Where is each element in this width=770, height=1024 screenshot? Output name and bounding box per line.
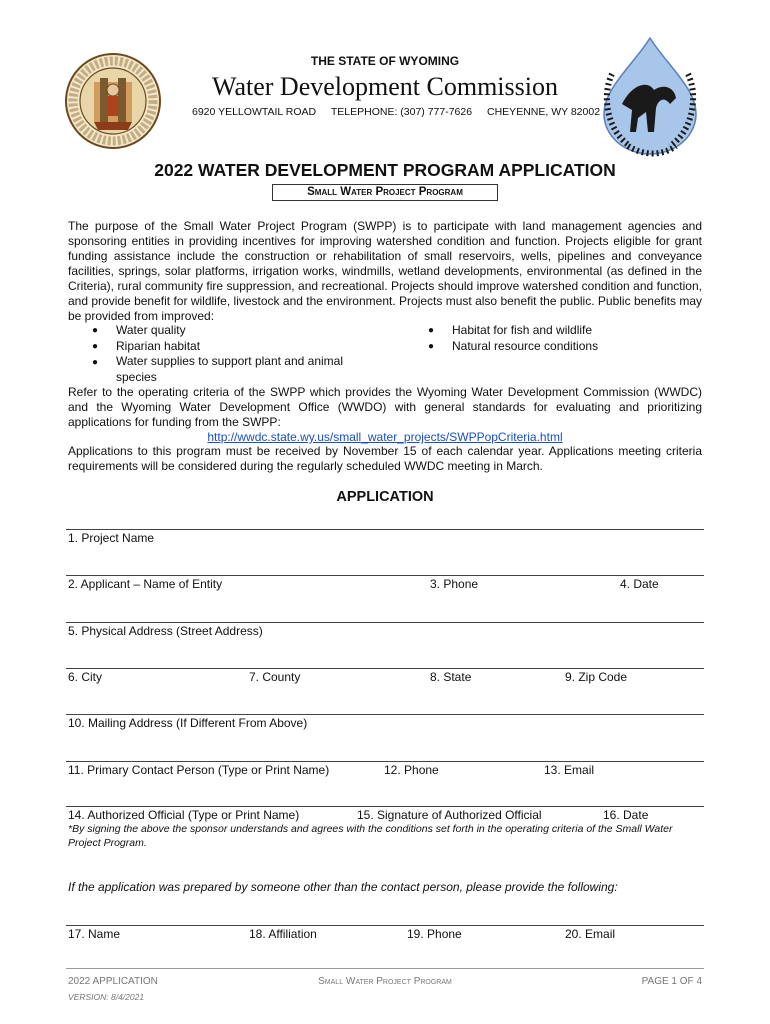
- city-field[interactable]: 6. City: [68, 670, 103, 684]
- zip-code-field[interactable]: 9. Zip Code: [565, 670, 628, 684]
- intro-paragraph: The purpose of the Small Water Project Program (SWPP) is to participate with land management agencies and sponsoring entities in providing incentives for improving watershed condition and function. Projects eligible for grant funding assistance include the construction or rehabilitation of small reservoirs, wells, pipelines and conveyance facilities, springs, solar platforms, irrigation works, windmills, wetland developments, environmental (as defined in the Criteria), rural community fire suppression, and recreational. Projects should improve watershed condition and function, and provide benefit for wildlife, livestock and the environment. Projects must also benefit the public. Public benefits may be provided from improved:: [68, 219, 702, 323]
- criteria-link[interactable]: http://wwdc.state.wy.us/small_water_projects/SWPPopCriteria.html: [207, 430, 563, 444]
- form-line: [66, 622, 704, 623]
- footer-center: Small Water Project Program: [318, 976, 452, 987]
- bullet-item: Water supplies to support plant and animal species: [116, 354, 344, 384]
- preparer-email-field[interactable]: 20. Email: [565, 927, 616, 941]
- bullet-item: Water quality: [116, 323, 186, 337]
- authorized-official-field[interactable]: 14. Authorized Official (Type or Print Name): [68, 808, 300, 822]
- form-line: [66, 575, 704, 576]
- city-state-zip: CHEYENNE, WY 82002: [487, 106, 601, 118]
- signing-note: *By signing the above the sponsor understands and agrees with the conditions set forth in the operating criteria of the Small Water Project Program.: [68, 823, 673, 849]
- prepared-by-note: If the application was prepared by someone other than the contact person, please provide the following:: [68, 880, 618, 894]
- contact-email-field[interactable]: 13. Email: [544, 763, 595, 777]
- signature-date-field[interactable]: 16. Date: [603, 808, 649, 822]
- preparer-affiliation-field[interactable]: 18. Affiliation: [249, 927, 317, 941]
- state-field[interactable]: 8. State: [430, 670, 472, 684]
- mailing-address-field[interactable]: 10. Mailing Address (If Different From Above): [68, 716, 308, 730]
- deadline-paragraph: Applications to this program must be received by November 15 of each calendar year. Applications meeting criteria requirements will be considered during the regularly scheduled WWDC meeting in March.: [68, 444, 702, 473]
- applicant-name-field[interactable]: 2. Applicant – Name of Entity: [68, 577, 223, 591]
- project-name-field[interactable]: 1. Project Name: [68, 531, 155, 545]
- telephone: TELEPHONE: (307) 777-7626: [330, 106, 473, 118]
- agency-name: Water Development Commission: [212, 72, 558, 101]
- bullet-item: Riparian habitat: [116, 339, 201, 353]
- signature-field[interactable]: 15. Signature of Authorized Official: [357, 808, 542, 822]
- bullet-dot: ●: [428, 325, 435, 336]
- program-subtitle: Small Water Project Program: [272, 184, 498, 201]
- bullet-dot: ●: [92, 341, 99, 352]
- form-line: [66, 714, 704, 715]
- footer-version: VERSION: 8/4/2021: [68, 992, 145, 1002]
- refer-paragraph: Refer to the operating criteria of the SWPP which provides the Wyoming Water Development Commission (WWDC) and the Wyoming Water Development Office (WWDO) with general standards for evaluating and prioritizing applications for funding from the SWPP:: [68, 385, 702, 429]
- agency-address: [192, 106, 612, 118]
- street-address: 6920 YELLOWTAIL ROAD: [192, 106, 317, 118]
- preparer-phone-field[interactable]: 19. Phone: [407, 927, 462, 941]
- bullet-dot: ●: [92, 325, 99, 336]
- footer-left: 2022 APPLICATION: [68, 976, 158, 987]
- application-heading: APPLICATION: [336, 489, 434, 505]
- bullet-item: Habitat for fish and wildlife: [452, 323, 593, 337]
- bullet-item: Natural resource conditions: [452, 339, 599, 353]
- bullet-dot: ●: [92, 357, 99, 368]
- form-line: [66, 806, 704, 807]
- page-title: 2022 WATER DEVELOPMENT PROGRAM APPLICATION: [154, 160, 616, 180]
- primary-contact-field[interactable]: 11. Primary Contact Person (Type or Print Name): [68, 763, 330, 777]
- physical-address-field[interactable]: 5. Physical Address (Street Address): [68, 624, 263, 638]
- form-line: [66, 668, 704, 669]
- page-number: PAGE 1 OF 4: [641, 976, 702, 987]
- applicant-date-field[interactable]: 4. Date: [620, 577, 659, 591]
- bullet-dot: ●: [428, 341, 435, 352]
- form-line: [66, 761, 704, 762]
- county-field[interactable]: 7. County: [249, 670, 301, 684]
- state-line: THE STATE OF WYOMING: [310, 54, 460, 68]
- form-line: [66, 925, 704, 926]
- preparer-name-field[interactable]: 17. Name: [68, 927, 121, 941]
- form-line: [66, 529, 704, 530]
- footer-divider: [66, 968, 704, 969]
- contact-phone-field[interactable]: 12. Phone: [384, 763, 439, 777]
- applicant-phone-field[interactable]: 3. Phone: [430, 577, 479, 591]
